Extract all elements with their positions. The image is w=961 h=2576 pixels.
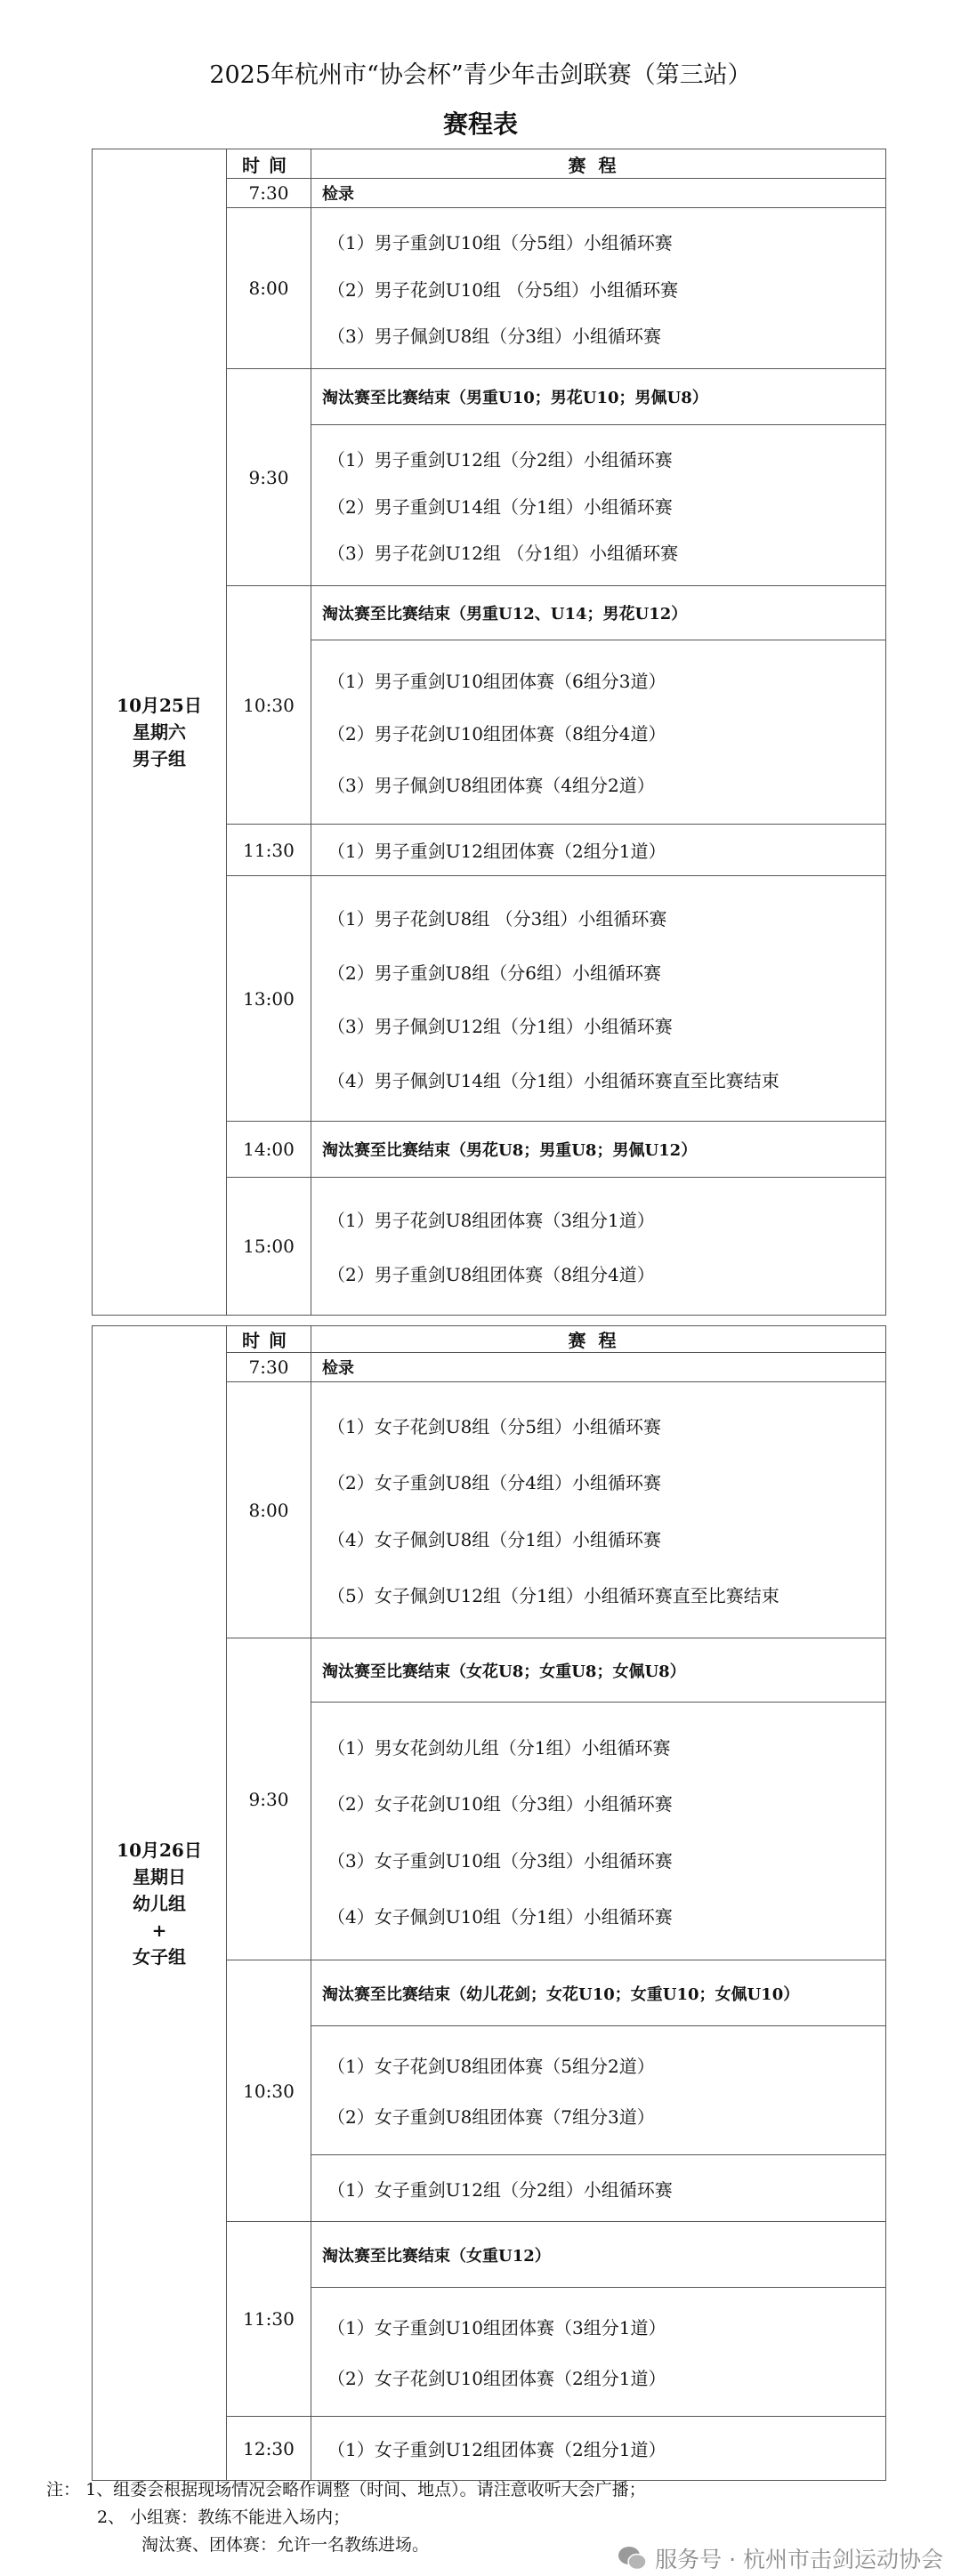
program-lines [322,1178,885,1315]
program-cell [311,208,886,369]
document-title: 2025年杭州市“协会杯”青少年击剑联赛（第三站） [209,61,752,89]
program-lines [322,1382,885,1638]
program-heading: 淘汰赛至比赛结束（幼儿花剑；女花U10；女重U10；女佩U10） [322,1984,800,2004]
program-cell [311,1960,886,2026]
weekday-label: 星期日 [133,1865,186,1888]
program-lines [322,2417,885,2480]
program-lines [322,1122,885,1177]
program-cell [311,876,886,1122]
time-cell: 10:30 [227,1960,311,2222]
program-item: （2）男子重剑U14组（分1组）小组循环赛 [327,495,673,518]
date-cell [93,149,227,1316]
program-cell [311,1382,886,1638]
time-cell: 13:00 [227,876,311,1122]
weekday-label: 星期六 [133,721,186,743]
program-cell [311,425,886,586]
program-item: （2）男子重剑U8组（分6组）小组循环赛 [327,962,662,984]
program-column-header: 赛程 [311,1326,886,1353]
program-heading: 淘汰赛至比赛结束（男花U8；男重U8；男佩U12） [322,1141,698,1160]
note-3: 淘汰赛、团体赛：允许一名教练进场。 [141,2535,430,2555]
program-item: （2）女子重剑U8组（分4组）小组循环赛 [327,1472,662,1494]
program-cell [311,825,886,876]
program-item: （1）男子花剑U8组团体赛（3组分1道） [327,1210,655,1231]
program-item: （1）男子重剑U10组（分5组）小组循环赛 [327,232,673,254]
program-item: （1）女子重剑U12组（分2组）小组循环赛 [327,2178,673,2201]
program-item: （4）男子佩剑U14组（分1组）小组循环赛直至比赛结束 [327,1070,779,1092]
time-cell: 8:00 [227,208,311,369]
program-cell [311,2222,886,2288]
notes [46,2476,646,2559]
program-item: （3）男子花剑U12组 （分1组）小组循环赛 [327,542,679,564]
program-lines [322,369,885,424]
program-cell [311,1703,886,1960]
time-cell: 15:00 [227,1178,311,1316]
program-cell [311,2155,886,2222]
program-item: （3）男子佩剑U8组（分3组）小组循环赛 [327,325,662,347]
group-label: 女子组 [133,1945,186,1968]
document-subtitle: 赛程表 [442,109,518,139]
group-label: + [151,1919,167,1941]
program-item: （1）男女花剑幼儿组（分1组）小组循环赛 [327,1736,671,1759]
program-heading: 淘汰赛至比赛结束（男重U12、U14；男花U12） [322,605,688,624]
program-lines [322,825,885,875]
program-lines [322,1703,885,1960]
time-cell: 11:30 [227,2222,311,2417]
program-item: （1）女子重剑U10组团体赛（3组分1道） [327,2316,666,2339]
watermark-text: 服务号 · 杭州市击剑运动协会 [655,2547,943,2572]
program-item: （2）男子花剑U10组团体赛（8组分4道） [327,722,666,745]
program-lines [322,179,885,207]
note-1: 1、组委会根据现场情况会略作调整（时间、地点）。请注意收听大会广播； [85,2480,646,2500]
watermark [618,2542,943,2574]
schedule-table [92,1325,886,2481]
program-cell [311,2288,886,2417]
program-item: （1）女子花剑U8组（分5组）小组循环赛 [327,1416,662,1438]
program-heading: 检录 [322,1359,354,1378]
program-item: （3）男子佩剑U12组（分1组）小组循环赛 [327,1016,673,1038]
note-2: 2、 小组赛：教练不能进入场内； [97,2508,351,2527]
program-cell [311,2026,886,2155]
program-item: （5）女子佩剑U12组（分1组）小组循环赛直至比赛结束 [327,1584,779,1606]
time-cell: 9:30 [227,369,311,586]
program-item: （3）女子重剑U10组（分3组）小组循环赛 [327,1849,673,1872]
notes-label: 注： [46,2480,81,2500]
program-cell [311,369,886,425]
program-cell [311,1638,886,1703]
program-cell [311,179,886,208]
program-lines [322,1638,885,1702]
program-lines [322,2155,885,2221]
program-lines [322,425,885,585]
time-cell: 7:30 [227,1353,311,1382]
program-lines [322,1960,885,2025]
time-cell: 10:30 [227,586,311,825]
table-header-row [93,1326,886,1353]
program-cell [311,640,886,825]
time-cell: 9:30 [227,1638,311,1960]
program-heading: 淘汰赛至比赛结束（男重U10；男花U10；男佩U8） [322,389,708,407]
program-item: （1）男子重剑U12组（分2组）小组循环赛 [327,449,673,471]
time-cell: 14:00 [227,1122,311,1178]
program-item: （2）女子重剑U8组团体赛（7组分3道） [327,2106,655,2129]
program-item: （2）男子花剑U10组 （分5组）小组循环赛 [327,278,679,301]
time-column-header: 时间 [227,149,311,179]
program-item: （1）男子重剑U12组团体赛（2组分1道） [327,841,666,862]
program-heading: 淘汰赛至比赛结束（女花U8；女重U8；女佩U8） [322,1662,686,1681]
program-item: （2）男子重剑U8组团体赛（8组分4道） [327,1264,655,1285]
wechat-icon [618,2545,648,2572]
program-lines [322,640,885,824]
program-heading: 检录 [322,185,354,204]
time-cell: 11:30 [227,825,311,876]
program-cell [311,586,886,640]
program-item: （2）女子花剑U10组团体赛（2组分1道） [327,2368,666,2390]
program-lines [322,876,885,1121]
program-item: （1）男子重剑U10组团体赛（6组分3道） [327,670,666,692]
time-column-header: 时间 [227,1326,311,1353]
program-column-header: 赛程 [311,149,886,179]
program-cell [311,2417,886,2481]
program-item: （1）女子花剑U8组团体赛（5组分2道） [327,2055,655,2077]
program-item: （1）男子花剑U8组 （分3组）小组循环赛 [327,907,667,930]
date-cell [93,1326,227,2481]
group-label: 男子组 [133,748,186,769]
program-item: （1）女子重剑U12组团体赛（2组分1道） [327,2439,666,2460]
date-label: 10月25日 [117,695,202,716]
program-item: （4）女子佩剑U10组（分1组）小组循环赛 [327,1906,673,1928]
date-label: 10月26日 [117,1839,202,1861]
program-lines [322,586,885,640]
time-cell: 12:30 [227,2417,311,2481]
program-lines [322,2026,885,2154]
group-label: 幼儿组 [133,1892,186,1914]
program-cell [311,1353,886,1382]
program-item: （3）男子佩剑U8组团体赛（4组分2道） [327,775,655,797]
program-heading: 淘汰赛至比赛结束（女重U12） [322,2246,551,2266]
program-lines [322,2222,885,2287]
program-lines [322,2288,885,2416]
time-cell: 7:30 [227,179,311,208]
program-cell [311,1122,886,1178]
table-header-row [93,149,886,179]
program-lines [322,208,885,368]
program-item: （2）女子花剑U10组（分3组）小组循环赛 [327,1793,673,1815]
program-lines [322,1353,885,1381]
schedule-table [92,149,886,1316]
program-cell [311,1178,886,1316]
time-cell: 8:00 [227,1382,311,1638]
program-item: （4）女子佩剑U8组（分1组）小组循环赛 [327,1528,662,1550]
